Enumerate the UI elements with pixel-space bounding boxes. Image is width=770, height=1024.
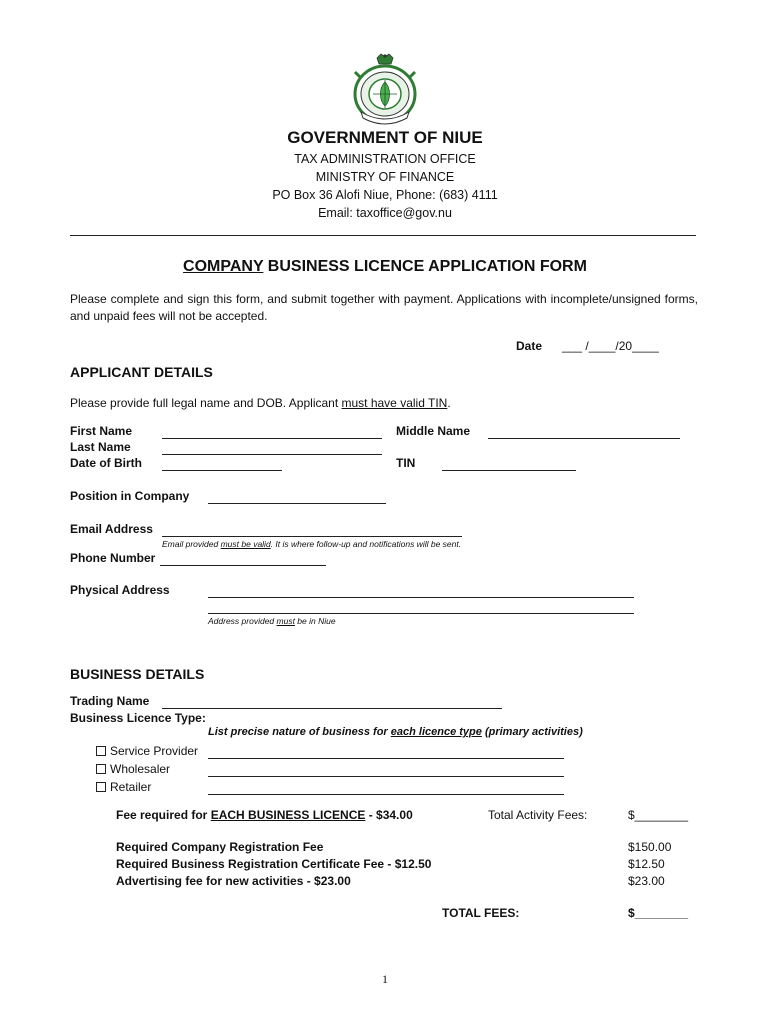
advertising-fee-amount: $23.00 bbox=[628, 874, 665, 888]
middle-name-field[interactable] bbox=[488, 438, 680, 439]
applicant-heading: APPLICANT DETAILS bbox=[70, 364, 213, 380]
position-label: Position in Company bbox=[70, 489, 190, 503]
email-label: Email Address bbox=[70, 522, 153, 536]
physical-address-field-2[interactable] bbox=[208, 613, 634, 614]
advertising-fee-label: Advertising fee for new activities - $23.00 bbox=[116, 874, 351, 888]
date-field[interactable]: ___ /____/20____ bbox=[562, 339, 659, 353]
last-name-label: Last Name bbox=[70, 440, 131, 454]
first-name-field[interactable] bbox=[162, 438, 382, 439]
certificate-fee-label: Required Business Registration Certificate Fee - $12.50 bbox=[116, 857, 432, 871]
service-provider-field[interactable] bbox=[208, 758, 564, 759]
total-activity-label: Total Activity Fees: bbox=[488, 808, 588, 822]
government-title: GOVERNMENT OF NIUE bbox=[287, 128, 483, 147]
physical-address-label: Physical Address bbox=[70, 583, 170, 597]
trading-name-label: Trading Name bbox=[70, 694, 150, 708]
date-label: Date bbox=[516, 339, 543, 353]
company-registration-fee-amount: $150.00 bbox=[628, 840, 672, 854]
header-divider bbox=[70, 235, 696, 236]
dob-label: Date of Birth bbox=[70, 456, 142, 470]
physical-address-field-1[interactable] bbox=[208, 597, 634, 598]
first-name-label: First Name bbox=[70, 424, 133, 438]
office-name: TAX ADMINISTRATION OFFICE bbox=[294, 152, 476, 166]
total-activity-field[interactable]: $________ bbox=[628, 808, 689, 822]
licence-type-label: Business Licence Type: bbox=[70, 711, 206, 725]
page-number: 1 bbox=[382, 972, 388, 986]
licence-fee-text: Fee required for EACH BUSINESS LICENCE - $34.00 bbox=[116, 808, 413, 822]
address-note: Address provided must be in Niue bbox=[208, 616, 336, 626]
wholesaler-checkbox[interactable] bbox=[96, 764, 106, 774]
intro-text: Please complete and sign this form, and submit together with payment. Applications with incomplete/unsigned forms, and unpaid fees will not be accepted. bbox=[70, 292, 698, 323]
phone-field[interactable] bbox=[160, 565, 326, 566]
total-fees-field[interactable]: $________ bbox=[628, 906, 689, 920]
form-title: COMPANY BUSINESS LICENCE APPLICATION FORM bbox=[183, 258, 587, 275]
wholesaler-option[interactable]: Wholesaler bbox=[96, 762, 170, 776]
service-provider-checkbox[interactable] bbox=[96, 746, 106, 756]
email-note: Email provided must be valid. It is where follow-up and notifications will be sent. bbox=[162, 539, 462, 549]
wholesaler-field[interactable] bbox=[208, 776, 564, 777]
company-registration-fee-label: Required Company Registration Fee bbox=[116, 840, 324, 854]
position-field[interactable] bbox=[208, 503, 386, 504]
applicant-instruction: Please provide full legal name and DOB. Applicant must have valid TIN. bbox=[70, 396, 451, 410]
email-field[interactable] bbox=[162, 536, 462, 537]
retailer-field[interactable] bbox=[208, 794, 564, 795]
tin-field[interactable] bbox=[442, 470, 576, 471]
phone-label: Phone Number bbox=[70, 551, 156, 565]
trading-name-field[interactable] bbox=[162, 708, 502, 709]
government-crest-icon bbox=[349, 52, 421, 126]
service-provider-option[interactable]: Service Provider bbox=[96, 744, 198, 758]
ministry-name: MINISTRY OF FINANCE bbox=[315, 170, 455, 184]
dob-field[interactable] bbox=[162, 470, 282, 471]
tin-label: TIN bbox=[396, 456, 416, 470]
licence-list-instruction: List precise nature of business for each licence type (primary activities) bbox=[208, 726, 583, 738]
office-email: Email: taxoffice@gov.nu bbox=[318, 206, 452, 220]
certificate-fee-amount: $12.50 bbox=[628, 857, 665, 871]
middle-name-label: Middle Name bbox=[396, 424, 471, 438]
office-address: PO Box 36 Alofi Niue, Phone: (683) 4111 bbox=[272, 188, 498, 202]
retailer-checkbox[interactable] bbox=[96, 782, 106, 792]
total-fees-label: TOTAL FEES: bbox=[442, 906, 520, 920]
business-heading: BUSINESS DETAILS bbox=[70, 666, 205, 682]
last-name-field[interactable] bbox=[162, 454, 382, 455]
retailer-option[interactable]: Retailer bbox=[96, 780, 151, 794]
